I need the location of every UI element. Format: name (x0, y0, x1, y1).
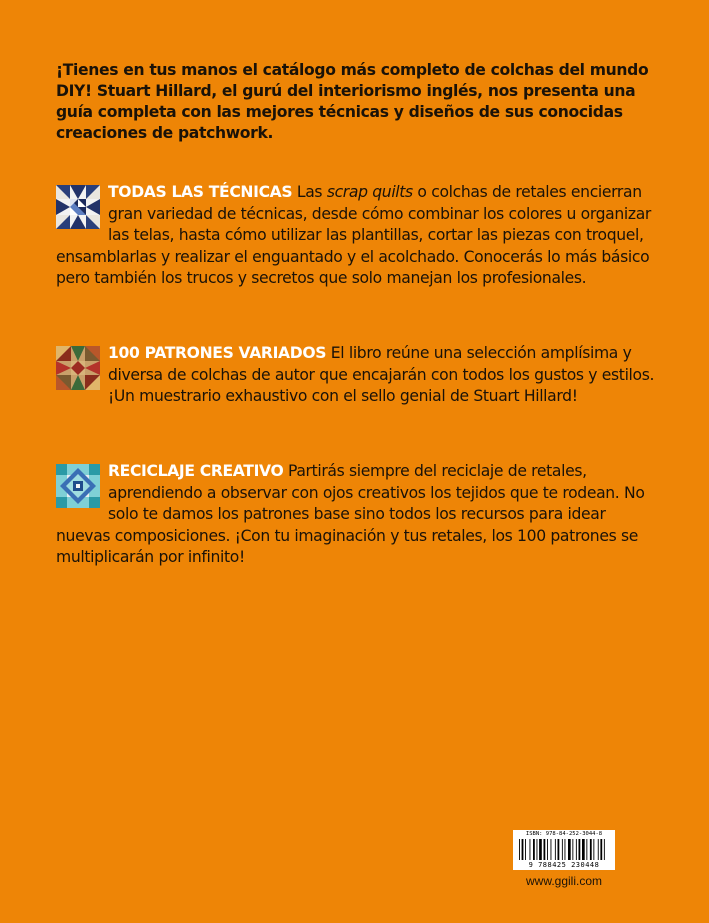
section-heading: RECICLAJE CREATIVO (108, 462, 284, 480)
isbn-label: ISBN: 978-84-252-3044-8 (525, 831, 603, 837)
website-url: www.ggili.com (525, 874, 603, 888)
section-text: o colchas de retales encierran gran variedad de técnicas, desde cómo combinar los colores u organizar las telas, hasta cómo utilizar las plantillas, cortar las piezas con troquel, ensamblarlas y realizar el enguantado y el acolchado. Conocerás lo más básico pero también los trucos y secretos que solo manejan los profesionales. (56, 183, 651, 287)
section-heading: 100 PATRONES VARIADOS (108, 344, 327, 362)
aqua-diamond-quilt-block-icon (56, 464, 100, 508)
section-techniques (56, 182, 656, 290)
barcode-bars (519, 839, 609, 860)
section-recycling (56, 461, 656, 569)
blue-star-quilt-block-icon (56, 185, 100, 229)
warm-star-quilt-block-icon (56, 346, 100, 390)
section-text-pre: Las (296, 183, 327, 201)
barcode-number: 9 788425 230448 (528, 861, 600, 869)
section-text: Partirás siempre del reciclaje de retales, aprendiendo a observar con ojos creativos los tejidos que te rodean. No solo te damos los patrones base sino todos los recursos para idear nuevas composiciones. ¡Con tu imaginación y tus retales, los 100 patrones se multiplicarán por infinito! (56, 462, 645, 566)
barcode (513, 830, 615, 870)
section-text-italic: scrap quilts (326, 183, 413, 201)
section-text: El libro reúne una selección amplísima y diversa de colchas de autor que encajarán con todos los gustos y estilos. ¡Un muestrario exhaustivo con el sello genial de Stuart Hillard! (108, 344, 655, 405)
intro-paragraph: ¡Tienes en tus manos el catálogo más completo de colchas del mundo DIY! Stuart Hillard, el gurú del interiorismo inglés, nos presenta una guía completa con las mejores técnicas y diseños de sus conocidas creaciones de patchwork. (56, 61, 649, 142)
section-heading: TODAS LAS TÉCNICAS (108, 183, 293, 201)
section-patterns (56, 343, 656, 408)
